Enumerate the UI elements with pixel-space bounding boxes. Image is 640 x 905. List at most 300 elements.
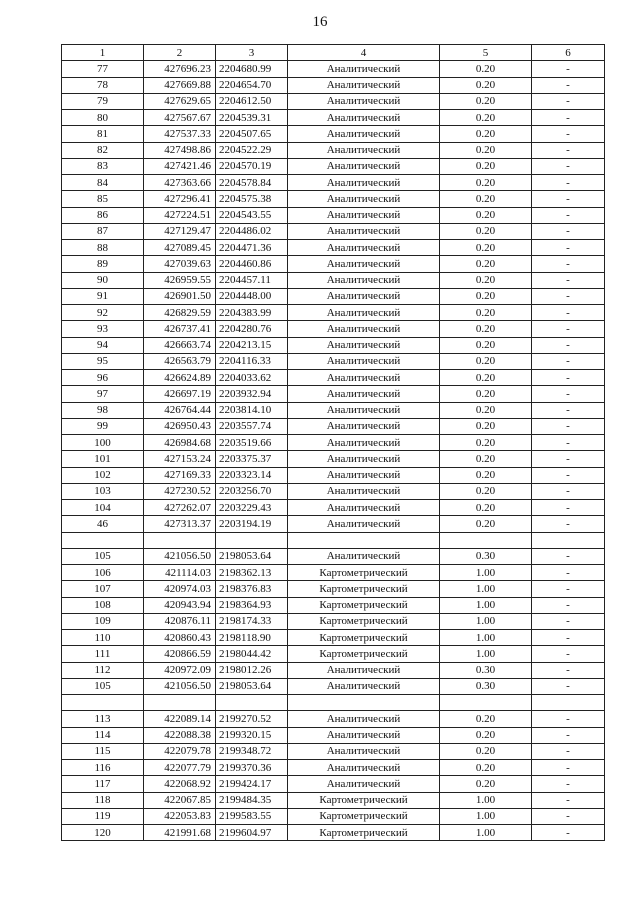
point-number-cell: 96 (62, 370, 144, 386)
table-row (62, 126, 605, 142)
note-cell: - (532, 158, 605, 174)
point-number-cell: 118 (62, 792, 144, 808)
table-row (62, 256, 605, 272)
x-coordinate-cell: 427421.46 (144, 158, 216, 174)
accuracy-cell: 1.00 (440, 613, 532, 629)
method-cell: Картометрический (288, 613, 440, 629)
method-cell: Аналитический (288, 256, 440, 272)
y-coordinate-cell: 2198174.33 (216, 613, 288, 629)
method-cell: Аналитический (288, 500, 440, 516)
x-coordinate-cell: 427363.66 (144, 175, 216, 191)
method-cell: Аналитический (288, 760, 440, 776)
x-coordinate-cell: 427629.65 (144, 93, 216, 109)
y-coordinate-cell: 2203814.10 (216, 402, 288, 418)
point-number-cell: 114 (62, 727, 144, 743)
note-cell: - (532, 93, 605, 109)
note-cell: - (532, 467, 605, 483)
table-row (62, 565, 605, 581)
y-coordinate-cell (216, 532, 288, 548)
x-coordinate-cell: 426829.59 (144, 305, 216, 321)
table-row (62, 223, 605, 239)
note-cell: - (532, 288, 605, 304)
note-cell: - (532, 435, 605, 451)
point-number-cell: 109 (62, 613, 144, 629)
x-coordinate-cell: 427498.86 (144, 142, 216, 158)
column-header: 2 (144, 45, 216, 61)
y-coordinate-cell: 2198364.93 (216, 597, 288, 613)
method-cell: Аналитический (288, 110, 440, 126)
note-cell: - (532, 711, 605, 727)
accuracy-cell: 0.20 (440, 402, 532, 418)
x-coordinate-cell: 422067.85 (144, 792, 216, 808)
note-cell: - (532, 662, 605, 678)
note-cell: - (532, 272, 605, 288)
x-coordinate-cell: 426663.74 (144, 337, 216, 353)
table-row (62, 711, 605, 727)
accuracy-cell: 0.20 (440, 77, 532, 93)
method-cell: Аналитический (288, 207, 440, 223)
accuracy-cell: 1.00 (440, 646, 532, 662)
x-coordinate-cell: 420860.43 (144, 630, 216, 646)
column-header: 1 (62, 45, 144, 61)
method-cell: Аналитический (288, 77, 440, 93)
note-cell: - (532, 207, 605, 223)
method-cell: Картометрический (288, 597, 440, 613)
note-cell: - (532, 126, 605, 142)
note-cell (532, 695, 605, 711)
point-number-cell: 80 (62, 110, 144, 126)
point-number-cell: 95 (62, 353, 144, 369)
accuracy-cell: 0.20 (440, 305, 532, 321)
table-row (62, 207, 605, 223)
note-cell: - (532, 597, 605, 613)
y-coordinate-cell: 2204578.84 (216, 175, 288, 191)
column-header: 3 (216, 45, 288, 61)
y-coordinate-cell: 2204570.19 (216, 158, 288, 174)
x-coordinate-cell: 420876.11 (144, 613, 216, 629)
table-row (62, 597, 605, 613)
note-cell: - (532, 565, 605, 581)
point-number-cell: 106 (62, 565, 144, 581)
note-cell: - (532, 142, 605, 158)
point-number-cell: 82 (62, 142, 144, 158)
point-number-cell: 79 (62, 93, 144, 109)
accuracy-cell: 0.20 (440, 223, 532, 239)
note-cell: - (532, 256, 605, 272)
point-number-cell: 46 (62, 516, 144, 532)
note-cell: - (532, 353, 605, 369)
accuracy-cell: 0.20 (440, 353, 532, 369)
method-cell: Аналитический (288, 418, 440, 434)
y-coordinate-cell: 2198012.26 (216, 662, 288, 678)
y-coordinate-cell: 2204507.65 (216, 126, 288, 142)
table-row (62, 353, 605, 369)
column-header: 6 (532, 45, 605, 61)
y-coordinate-cell: 2204539.31 (216, 110, 288, 126)
note-cell: - (532, 727, 605, 743)
table-row (62, 483, 605, 499)
y-coordinate-cell: 2199370.36 (216, 760, 288, 776)
point-number-cell: 105 (62, 548, 144, 564)
x-coordinate-cell: 422068.92 (144, 776, 216, 792)
table-row (62, 792, 605, 808)
table-row (62, 695, 605, 711)
method-cell: Аналитический (288, 191, 440, 207)
note-cell: - (532, 776, 605, 792)
table-row (62, 808, 605, 824)
accuracy-cell: 1.00 (440, 630, 532, 646)
method-cell: Картометрический (288, 581, 440, 597)
accuracy-cell: 0.20 (440, 500, 532, 516)
table-row (62, 93, 605, 109)
point-number-cell: 111 (62, 646, 144, 662)
table-row (62, 77, 605, 93)
table-row (62, 305, 605, 321)
y-coordinate-cell: 2203229.43 (216, 500, 288, 516)
y-coordinate-cell: 2204575.38 (216, 191, 288, 207)
y-coordinate-cell: 2204543.55 (216, 207, 288, 223)
point-number-cell: 91 (62, 288, 144, 304)
y-coordinate-cell: 2204486.02 (216, 223, 288, 239)
note-cell (532, 532, 605, 548)
note-cell: - (532, 240, 605, 256)
x-coordinate-cell (144, 532, 216, 548)
method-cell: Аналитический (288, 337, 440, 353)
note-cell: - (532, 743, 605, 759)
method-cell: Картометрический (288, 792, 440, 808)
x-coordinate-cell: 421114.03 (144, 565, 216, 581)
accuracy-cell: 0.20 (440, 370, 532, 386)
accuracy-cell: 0.20 (440, 288, 532, 304)
accuracy-cell: 0.20 (440, 126, 532, 142)
x-coordinate-cell: 426984.68 (144, 435, 216, 451)
table-row (62, 321, 605, 337)
method-cell: Аналитический (288, 776, 440, 792)
table-row (62, 402, 605, 418)
note-cell: - (532, 646, 605, 662)
method-cell: Аналитический (288, 662, 440, 678)
method-cell: Аналитический (288, 142, 440, 158)
accuracy-cell: 0.20 (440, 516, 532, 532)
column-header: 4 (288, 45, 440, 61)
method-cell: Аналитический (288, 727, 440, 743)
table-row (62, 548, 605, 564)
x-coordinate-cell: 426697.19 (144, 386, 216, 402)
y-coordinate-cell: 2204116.33 (216, 353, 288, 369)
method-cell: Аналитический (288, 402, 440, 418)
point-number-cell: 112 (62, 662, 144, 678)
x-coordinate-cell: 427153.24 (144, 451, 216, 467)
y-coordinate-cell: 2204213.15 (216, 337, 288, 353)
note-cell: - (532, 418, 605, 434)
table-row (62, 825, 605, 841)
table-row (62, 418, 605, 434)
x-coordinate-cell: 422089.14 (144, 711, 216, 727)
accuracy-cell: 0.20 (440, 240, 532, 256)
point-number-cell: 85 (62, 191, 144, 207)
table-row (62, 630, 605, 646)
point-number-cell: 117 (62, 776, 144, 792)
method-cell: Аналитический (288, 678, 440, 694)
x-coordinate-cell: 426959.55 (144, 272, 216, 288)
page-number: 16 (312, 14, 328, 30)
accuracy-cell: 0.30 (440, 548, 532, 564)
table-row (62, 142, 605, 158)
note-cell: - (532, 321, 605, 337)
point-number-cell: 92 (62, 305, 144, 321)
method-cell (288, 532, 440, 548)
table-row (62, 272, 605, 288)
accuracy-cell: 0.20 (440, 191, 532, 207)
table-row (62, 451, 605, 467)
accuracy-cell: 0.20 (440, 175, 532, 191)
x-coordinate-cell: 427696.23 (144, 61, 216, 77)
note-cell: - (532, 402, 605, 418)
point-number-cell: 88 (62, 240, 144, 256)
table-body (62, 61, 605, 841)
table-row (62, 240, 605, 256)
y-coordinate-cell: 2198376.83 (216, 581, 288, 597)
y-coordinate-cell: 2204383.99 (216, 305, 288, 321)
accuracy-cell: 0.20 (440, 142, 532, 158)
method-cell: Аналитический (288, 175, 440, 191)
table-row (62, 158, 605, 174)
point-number-cell: 87 (62, 223, 144, 239)
note-cell: - (532, 223, 605, 239)
y-coordinate-cell: 2204280.76 (216, 321, 288, 337)
y-coordinate-cell: 2203519.66 (216, 435, 288, 451)
y-coordinate-cell: 2198118.90 (216, 630, 288, 646)
x-coordinate-cell: 420972.09 (144, 662, 216, 678)
point-number-cell: 90 (62, 272, 144, 288)
table-row (62, 760, 605, 776)
point-number-cell: 107 (62, 581, 144, 597)
x-coordinate-cell: 420974.03 (144, 581, 216, 597)
x-coordinate-cell: 427039.63 (144, 256, 216, 272)
point-number-cell: 77 (62, 61, 144, 77)
y-coordinate-cell: 2204612.50 (216, 93, 288, 109)
accuracy-cell: 0.20 (440, 321, 532, 337)
y-coordinate-cell: 2204471.36 (216, 240, 288, 256)
table-row (62, 516, 605, 532)
y-coordinate-cell: 2204654.70 (216, 77, 288, 93)
accuracy-cell: 0.30 (440, 678, 532, 694)
x-coordinate-cell: 427089.45 (144, 240, 216, 256)
y-coordinate-cell: 2203557.74 (216, 418, 288, 434)
method-cell: Аналитический (288, 353, 440, 369)
x-coordinate-cell: 422053.83 (144, 808, 216, 824)
y-coordinate-cell: 2199320.15 (216, 727, 288, 743)
table-row (62, 727, 605, 743)
x-coordinate-cell: 421991.68 (144, 825, 216, 841)
y-coordinate-cell: 2203375.37 (216, 451, 288, 467)
accuracy-cell: 0.20 (440, 711, 532, 727)
point-number-cell: 94 (62, 337, 144, 353)
method-cell: Картометрический (288, 630, 440, 646)
accuracy-cell: 0.20 (440, 386, 532, 402)
table-row (62, 191, 605, 207)
accuracy-cell: 0.20 (440, 418, 532, 434)
accuracy-cell (440, 532, 532, 548)
point-number-cell (62, 532, 144, 548)
method-cell: Аналитический (288, 435, 440, 451)
note-cell: - (532, 808, 605, 824)
y-coordinate-cell: 2204448.00 (216, 288, 288, 304)
table-row (62, 500, 605, 516)
point-number-cell: 93 (62, 321, 144, 337)
x-coordinate-cell: 426901.50 (144, 288, 216, 304)
table-row (62, 678, 605, 694)
accuracy-cell: 0.20 (440, 776, 532, 792)
y-coordinate-cell: 2199270.52 (216, 711, 288, 727)
point-number-cell: 86 (62, 207, 144, 223)
point-number-cell: 100 (62, 435, 144, 451)
method-cell: Аналитический (288, 516, 440, 532)
x-coordinate-cell: 426764.44 (144, 402, 216, 418)
x-coordinate-cell: 427313.37 (144, 516, 216, 532)
accuracy-cell: 0.20 (440, 337, 532, 353)
y-coordinate-cell: 2198362.13 (216, 565, 288, 581)
point-number-cell: 105 (62, 678, 144, 694)
point-number-cell: 119 (62, 808, 144, 824)
y-coordinate-cell: 2203323.14 (216, 467, 288, 483)
point-number-cell: 78 (62, 77, 144, 93)
x-coordinate-cell: 426950.43 (144, 418, 216, 434)
method-cell: Аналитический (288, 126, 440, 142)
accuracy-cell: 1.00 (440, 565, 532, 581)
accuracy-cell: 0.20 (440, 760, 532, 776)
note-cell: - (532, 581, 605, 597)
point-number-cell: 102 (62, 467, 144, 483)
y-coordinate-cell: 2203932.94 (216, 386, 288, 402)
y-coordinate-cell: 2204460.86 (216, 256, 288, 272)
x-coordinate-cell: 427230.52 (144, 483, 216, 499)
point-number-cell: 83 (62, 158, 144, 174)
x-coordinate-cell: 420943.94 (144, 597, 216, 613)
x-coordinate-cell: 426737.41 (144, 321, 216, 337)
table-row (62, 288, 605, 304)
table-row (62, 386, 605, 402)
method-cell: Аналитический (288, 240, 440, 256)
x-coordinate-cell: 427262.07 (144, 500, 216, 516)
method-cell: Аналитический (288, 223, 440, 239)
method-cell: Аналитический (288, 483, 440, 499)
y-coordinate-cell: 2204457.11 (216, 272, 288, 288)
note-cell: - (532, 451, 605, 467)
y-coordinate-cell: 2204033.62 (216, 370, 288, 386)
note-cell: - (532, 110, 605, 126)
method-cell: Аналитический (288, 467, 440, 483)
method-cell: Картометрический (288, 825, 440, 841)
point-number-cell (62, 695, 144, 711)
table-row (62, 110, 605, 126)
method-cell: Аналитический (288, 321, 440, 337)
x-coordinate-cell: 420866.59 (144, 646, 216, 662)
y-coordinate-cell: 2203256.70 (216, 483, 288, 499)
table-row (62, 581, 605, 597)
accuracy-cell (440, 695, 532, 711)
accuracy-cell: 0.20 (440, 110, 532, 126)
accuracy-cell: 0.20 (440, 256, 532, 272)
method-cell: Картометрический (288, 808, 440, 824)
accuracy-cell: 0.20 (440, 743, 532, 759)
point-number-cell: 101 (62, 451, 144, 467)
method-cell: Картометрический (288, 646, 440, 662)
method-cell: Аналитический (288, 272, 440, 288)
x-coordinate-cell: 427224.51 (144, 207, 216, 223)
note-cell: - (532, 191, 605, 207)
note-cell: - (532, 548, 605, 564)
x-coordinate-cell: 426624.89 (144, 370, 216, 386)
y-coordinate-cell: 2199348.72 (216, 743, 288, 759)
accuracy-cell: 0.20 (440, 272, 532, 288)
accuracy-cell: 0.20 (440, 467, 532, 483)
point-number-cell: 97 (62, 386, 144, 402)
point-number-cell: 103 (62, 483, 144, 499)
point-number-cell: 104 (62, 500, 144, 516)
method-cell: Аналитический (288, 93, 440, 109)
accuracy-cell: 0.20 (440, 483, 532, 499)
note-cell: - (532, 175, 605, 191)
table-row (62, 646, 605, 662)
y-coordinate-cell: 2199484.35 (216, 792, 288, 808)
accuracy-cell: 0.30 (440, 662, 532, 678)
column-header: 5 (440, 45, 532, 61)
note-cell: - (532, 825, 605, 841)
accuracy-cell: 1.00 (440, 808, 532, 824)
x-coordinate-cell (144, 695, 216, 711)
point-number-cell: 81 (62, 126, 144, 142)
accuracy-cell: 0.20 (440, 435, 532, 451)
x-coordinate-cell: 427537.33 (144, 126, 216, 142)
y-coordinate-cell: 2199604.97 (216, 825, 288, 841)
accuracy-cell: 1.00 (440, 825, 532, 841)
note-cell: - (532, 678, 605, 694)
note-cell: - (532, 760, 605, 776)
point-number-cell: 113 (62, 711, 144, 727)
table-row (62, 613, 605, 629)
point-number-cell: 120 (62, 825, 144, 841)
table-row (62, 743, 605, 759)
y-coordinate-cell: 2198053.64 (216, 548, 288, 564)
note-cell: - (532, 77, 605, 93)
x-coordinate-cell: 427169.33 (144, 467, 216, 483)
method-cell: Аналитический (288, 370, 440, 386)
x-coordinate-cell: 427669.88 (144, 77, 216, 93)
point-number-cell: 89 (62, 256, 144, 272)
method-cell: Аналитический (288, 743, 440, 759)
method-cell: Аналитический (288, 711, 440, 727)
table-row (62, 370, 605, 386)
x-coordinate-cell: 422088.38 (144, 727, 216, 743)
point-number-cell: 115 (62, 743, 144, 759)
note-cell: - (532, 613, 605, 629)
x-coordinate-cell: 427296.41 (144, 191, 216, 207)
table-row (62, 467, 605, 483)
accuracy-cell: 0.20 (440, 61, 532, 77)
note-cell: - (532, 337, 605, 353)
x-coordinate-cell: 422077.79 (144, 760, 216, 776)
method-cell: Аналитический (288, 451, 440, 467)
x-coordinate-cell: 421056.50 (144, 548, 216, 564)
accuracy-cell: 0.20 (440, 451, 532, 467)
accuracy-cell: 0.20 (440, 727, 532, 743)
coordinates-table (61, 44, 605, 841)
x-coordinate-cell: 426563.79 (144, 353, 216, 369)
x-coordinate-cell: 422079.78 (144, 743, 216, 759)
method-cell: Аналитический (288, 61, 440, 77)
note-cell: - (532, 386, 605, 402)
